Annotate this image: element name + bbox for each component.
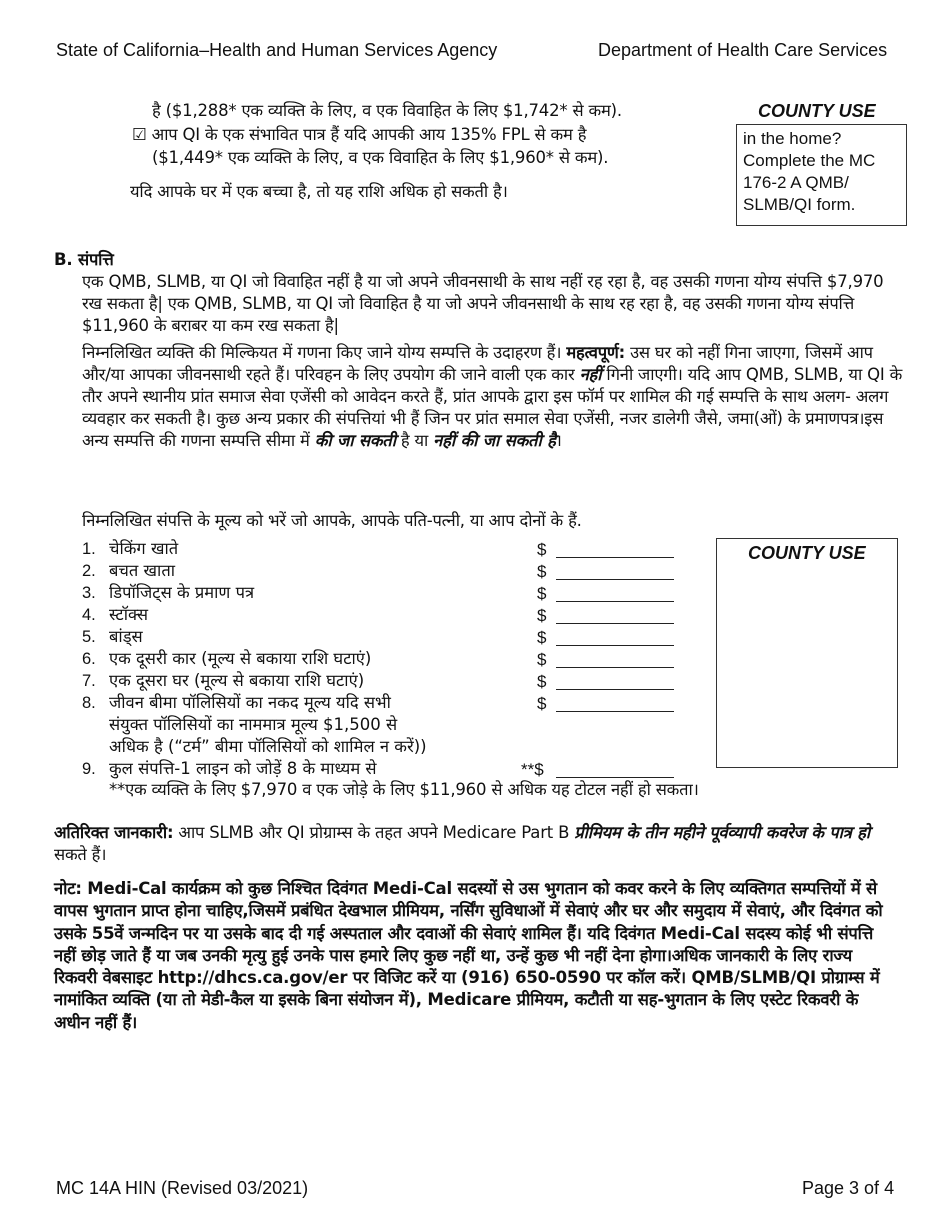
asset-label: जीवन बीमा पॉलिसियों का नकद मूल्य यदि सभी	[109, 693, 391, 712]
section-b-para-2	[82, 342, 904, 452]
section-b-para-3: निम्नलिखित संपत्ति के मूल्य को भरें जो आपके, आपके पति-पत्नी, या आप दोनों के हैं.	[82, 511, 582, 530]
estate-recovery-note: नोट: Medi-Cal कार्यक्रम को कुछ निश्चित दिवंगत Medi-Cal सदस्यों से उस भुगतान को कवर करने के लिए व्यक्तिगत सम्पत्तियों में से वापस भुगतान प्राप्त होना चाहिए,जिसमें प्रबंधित देखभाल प्रीमियम, नर्सिंग सुविधाओं में सेवाएं और घर और समुदाय में सेवाएं, और दिवंगत को उसके 55वें जन्मदिन पर या उसके बाद दी गई अस्पताल और दवाओं की सेवाएं शामिल हैं। यदि दिवंगत Medi-Cal सदस्य कोई भी संपत्ति नहीं छोड़ जाते हैं या जब उनकी मृत्यु हुई उनके पास हमारे लिए कुछ नहीं था, उन्हें कुछ भी नहीं देना होगा।अधिक जानकारी के लिए राज्य रिकवरी वेबसाइट http://dhcs.ca.gov/er पर विजिट करें या (916) 650-0590 पर कॉल करें। QMB/SLMB/QI प्रोग्राम्स में नामांकित व्यक्ति (या तो मेडी-कैल या इसके बिना संयोजन में), Medicare प्रीमियम, कटौती या सह-भुगतान के लिए एस्टेट रिकवरी के अधीन नहीं हैं।	[54, 879, 883, 1032]
dollar-sign: $	[537, 628, 547, 647]
asset-label: चेकिंग खाते	[109, 539, 179, 558]
stocks-amount-field[interactable]	[556, 622, 674, 624]
county-use-line: Complete the MC	[743, 151, 876, 170]
bonds-amount-field[interactable]	[556, 644, 674, 646]
important-label: महत्वपूर्ण:	[566, 343, 626, 362]
asset-row	[82, 560, 562, 582]
second-home-amount-field[interactable]	[556, 688, 674, 690]
life-insurance-amount-field[interactable]	[556, 710, 674, 712]
savings-amount-field[interactable]	[556, 578, 674, 580]
para-text: ।	[555, 431, 562, 450]
para-text: है या	[400, 431, 429, 450]
section-b-para-1: एक QMB, SLMB, या QI जो विवाहित नहीं है या जो अपने जीवनसाथी के साथ नहीं रह रहा है, वह उसकी गणना योग्य संपत्ति $7,970 रख सकता है| एक QMB, SLMB, या QI जो विवाहित है या जो अपने जीवनसाथी के साथ रह रहा है, वह उसकी गणना योग्य संपत्ति $11,960 के बराबर या कम रख सकता है|	[82, 272, 884, 335]
asset-number: 7.	[82, 672, 96, 690]
asset-number: 3.	[82, 584, 96, 602]
page-number: Page 3 of 4	[802, 1178, 895, 1198]
second-car-amount-field[interactable]	[556, 666, 674, 668]
asset-number: 5.	[82, 628, 96, 646]
additional-info-text: आप SLMB और QI प्रोग्राम्स के तहत अपने Medicare Part B	[178, 823, 570, 842]
asset-label: कुल संपत्ति-1 लाइन को जोड़ें 8 के माध्यम से	[109, 759, 377, 778]
asset-row	[82, 626, 562, 648]
income-line-3: ($1,449* एक व्यक्ति के लिए, व एक विवाहित के लिए $1,960* से कम).	[152, 148, 609, 167]
dollar-sign: $	[537, 540, 547, 559]
asset-continuation: अधिक है (“टर्म” बीमा पॉलिसियों को शामिल न करें))	[109, 737, 427, 756]
para-text: निम्नलिखित व्यक्ति की मिल्कियत में गणना किए जाने योग्य सम्पत्ति के उदाहरण हैं।	[82, 343, 562, 362]
asset-number: 1.	[82, 540, 96, 558]
additional-info-text: सकते हैं।	[54, 845, 107, 864]
asset-row	[82, 648, 562, 670]
asset-number: 2.	[82, 562, 96, 580]
dollar-sign: $	[537, 650, 547, 669]
county-use-title-2: COUNTY USE	[748, 543, 866, 563]
asset-number: 6.	[82, 650, 96, 668]
checkbox-icon[interactable]: ☑	[132, 125, 147, 144]
department-name: Department of Health Care Services	[598, 40, 888, 60]
dollar-sign: $	[537, 584, 547, 603]
additional-info-emphasis: प्रीमियम के तीन महीने पूर्वव्यापी कवरेज के पात्र हो	[574, 823, 871, 842]
additional-info-label: अतिरिक्त जानकारी:	[54, 823, 174, 842]
county-use-title-1: COUNTY USE	[758, 101, 876, 121]
county-use-line: SLMB/QI form.	[743, 195, 856, 214]
agency-name: State of California–Health and Human Services Agency	[56, 40, 498, 60]
asset-number: 8.	[82, 694, 96, 712]
dollar-sign: $	[537, 606, 547, 625]
asset-label: बांड्स	[109, 627, 143, 646]
asset-row-total	[82, 758, 562, 780]
dollar-sign: $	[537, 672, 547, 691]
asset-label: एक दूसरा घर (मूल्य से बकाया राशि घटाएं)	[109, 671, 365, 690]
asset-label: बचत खाता	[109, 561, 175, 580]
asset-row	[82, 538, 562, 560]
emphasis-text: की जा सकती	[314, 431, 396, 450]
asset-number: 4.	[82, 606, 96, 624]
county-use-line: 176-2 A QMB/	[743, 173, 849, 192]
income-line-4: यदि आपके घर में एक बच्चा है, तो यह राशि अधिक हो सकती है।	[130, 182, 508, 201]
dollar-sign: $	[537, 694, 547, 713]
asset-label: डिपॉजिट्स के प्रमाण पत्र	[109, 583, 255, 602]
additional-info	[54, 822, 894, 866]
asset-row	[82, 692, 562, 714]
form-identifier: MC 14A HIN (Revised 03/2021)	[56, 1178, 309, 1198]
qi-eligibility-text: आप QI के एक संभावित पात्र हैं यदि आपकी आय 135% FPL से कम है	[151, 125, 587, 144]
section-b-heading: B. संपत्ति	[54, 250, 114, 269]
dollar-sign: $	[537, 562, 547, 581]
asset-number: 9.	[82, 760, 96, 778]
total-assets-field[interactable]	[556, 776, 674, 778]
total-dollar-sign: **$	[521, 760, 544, 779]
asset-continuation: संयुक्त पॉलिसियों का नाममात्र मूल्य $1,500 से	[109, 715, 398, 734]
asset-row	[82, 670, 562, 692]
county-use-line: in the home?	[743, 129, 842, 148]
asset-limit-note: **एक व्यक्ति के लिए $7,970 व एक जोड़े के लिए $11,960 से अधिक यह टोटल नहीं हो सकता।	[109, 780, 699, 799]
emphasis-text: नहीं की जा सकती है	[433, 431, 556, 450]
county-use-box-1	[736, 124, 907, 226]
county-use-box-2	[716, 538, 898, 768]
asset-row	[82, 582, 562, 604]
checking-amount-field[interactable]	[556, 556, 674, 558]
emphasis-text: नहीं	[579, 365, 602, 384]
para-text: उस घर को नहीं गिना जाएगा, जिसमें आप और/या आपका जीवनसाथी रहते हैं। परिवहन के लिए उपयोग की जाने वाली एक कार	[82, 343, 873, 384]
asset-label: एक दूसरी कार (मूल्य से बकाया राशि घटाएं)	[109, 649, 372, 668]
asset-row	[82, 604, 562, 626]
qi-eligibility-line	[132, 124, 732, 146]
asset-label: स्टॉक्स	[109, 605, 149, 624]
income-line-1: है ($1,288* एक व्यक्ति के लिए, व एक विवाहित के लिए $1,742* से कम).	[152, 101, 622, 120]
para-text: गिनी जाएगी। यदि आप QMB, SLMB, या QI के तौर अपने स्थानीय प्रांत समाज सेवा एजेंसी को आवेदन करते हैं, प्रांत आपके द्वारा इस फॉर्म पर शामिल की गई सम्पत्ति के साथ अलग- अलग व्यवहार कर सकती है। कुछ अन्य प्रकार की संपत्तियां भी हैं जिन पर प्रांत समाल सेवा एजेंसी, नजर डालेगी जैसे, जमा(ओं) के प्रमाणपत्र।इस अन्य सम्पत्ति की गणना सम्पत्ति सीमा में	[82, 365, 903, 450]
cd-amount-field[interactable]	[556, 600, 674, 602]
